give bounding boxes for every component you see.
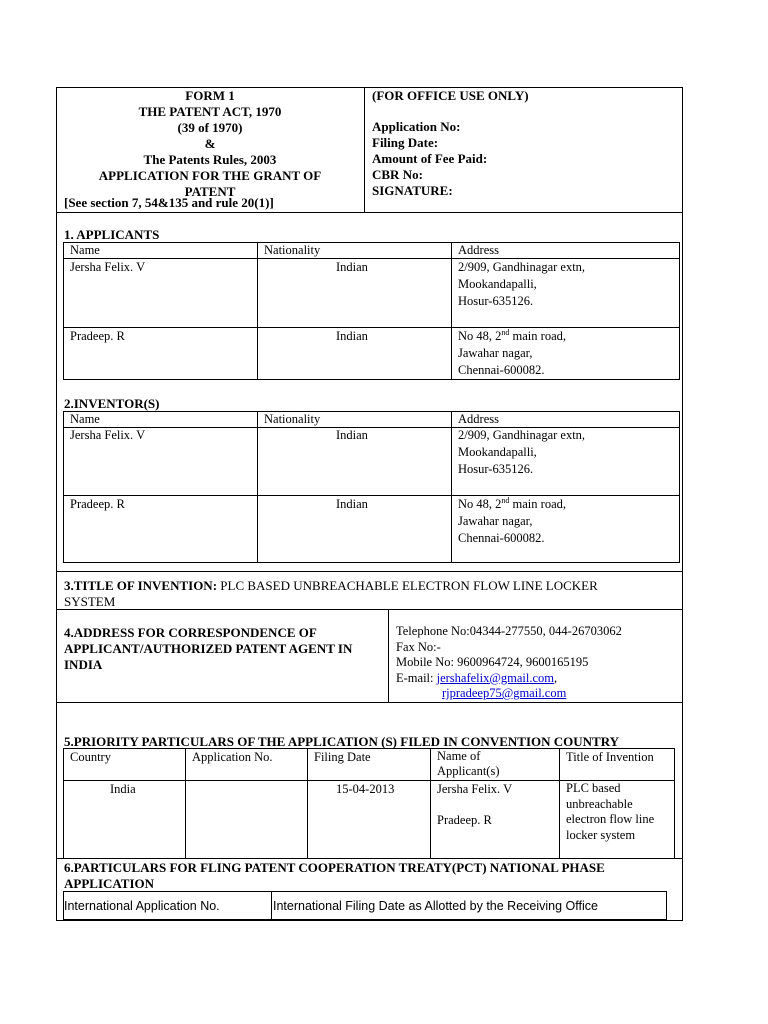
rules-title: The Patents Rules, 2003 [143,152,277,167]
email-line-2 [396,686,681,702]
section-reference: [See section 7, 54&135 and rule 20(1)] [64,195,274,210]
signature-label: SIGNATURE: [372,183,453,198]
pct-column-filing-date: International Filing Date as Allotted by the Receiving Office [273,899,598,913]
applicants-header-rule [63,258,680,259]
inventors-col-rule-2 [451,411,452,563]
priority-col-rule-3 [430,748,431,859]
priority-title: PLC based unbreachable electron flow line locker system [566,781,655,842]
priority-col-rule-1 [185,748,186,859]
column-header-title: Title of Invention [566,750,654,764]
column-header-address: Address [458,412,499,426]
inventor-1-address [458,427,585,478]
email-line: E-mail: jershafelix@gmail.com, [396,670,558,685]
title-of-invention-label: 3.TITLE OF INVENTION: [64,578,218,593]
inventors-row-rule [63,495,680,496]
fee-paid-label: Amount of Fee Paid: [372,151,488,166]
act-title: THE PATENT ACT, 1970 [138,104,282,119]
pct-heading: 6.PARTICULARS FOR FLING PATENT COOPERATION TREATY(PCT) NATIONAL PHASE APPLICATION [64,860,605,891]
ampersand: & [204,136,216,151]
address-line: Chennai-600082. [458,363,545,377]
office-use-block [372,88,672,199]
application-line2: PATENT [184,184,236,199]
section4-top-rule [56,609,683,610]
section5-top-rule [56,702,683,703]
email-link-1[interactable]: jershafelix@gmail.com [436,670,555,685]
section4-divider [388,609,389,702]
priority-col-rule-4 [559,748,560,859]
title-of-invention [64,578,676,610]
address-line: Hosur-635126. [458,462,534,476]
applicant-2-nationality: Indian [336,329,368,343]
address-line: Mookandapalli, [458,277,537,291]
priority-col-rule-2 [307,748,308,859]
pct-col-rule [271,891,272,920]
column-header-name: Name [70,243,100,257]
priority-applicant-2: Pradeep. R [437,813,492,827]
column-header-application-no: Application No. [192,750,273,764]
title-of-invention-value-2: SYSTEM [64,594,116,609]
title-of-invention-value: PLC BASED UNBREACHABLE ELECTRON FLOW LINE LOCKER [217,578,598,593]
inventor-1-name: Jersha Felix. V [70,428,146,442]
applicant-1-address [458,259,585,310]
address-line: 2/909, Gandhinagar extn, [458,428,586,442]
filing-date-label: Filing Date: [372,135,439,150]
applicants-table [63,242,680,380]
column-header-name: Name [70,412,100,426]
act-number: (39 of 1970) [177,120,243,135]
inventor-2-name: Pradeep. R [70,497,125,511]
column-header-applicants: Name of Applicant(s) [437,749,500,778]
applicants-row-rule [63,327,680,328]
applicant-1-nationality: Indian [336,260,368,274]
column-header-country: Country [70,750,111,764]
column-header-address: Address [458,243,499,257]
mobile: Mobile No: 9600964724, 9600165195 [396,655,589,669]
priority-applicant-1: Jersha Felix. V [437,782,513,796]
column-header-nationality: Nationality [264,243,321,257]
inventors-heading: 2.INVENTOR(S) [64,396,160,411]
address-line: Jawahar nagar, [458,514,533,528]
office-use-title: (FOR OFFICE USE ONLY) [372,88,529,103]
header-divider [364,87,365,212]
applicants-col-rule-2 [451,242,452,380]
address-line: Chennai-600082. [458,531,545,545]
column-header-filing-date: Filing Date [314,750,371,764]
column-header-nationality: Nationality [264,412,321,426]
inventor-2-address [458,496,566,547]
address-line: No 48, 2nd main road, [458,495,566,511]
telephone: Telephone No:04344-277550, 044-26703062 [396,624,622,638]
applicants-col-rule-1 [257,242,258,380]
email-link-2[interactable]: rjpradeep75@gmail.com [442,686,567,700]
inventors-table [63,411,680,563]
inventor-2-nationality: Indian [336,497,368,511]
address-line: 2/909, Gandhinagar extn, [458,260,586,274]
fax: Fax No:- [396,639,441,654]
address-line: Mookandapalli, [458,445,537,459]
applicant-2-address [458,328,566,379]
cbr-no-label: CBR No: [372,167,423,182]
form-title: FORM 1 [185,88,235,103]
applicant-2-name: Pradeep. R [70,329,125,343]
inventor-1-nationality: Indian [336,428,368,442]
priority-heading: 5.PRIORITY PARTICULARS OF THE APPLICATION (S) FILED IN CONVENTION COUNTRY [64,734,620,749]
applicants-heading: 1. APPLICANTS [64,227,160,242]
address-line: Hosur-635126. [458,294,534,308]
application-no-label: Application No: [372,119,461,134]
priority-country: India [110,782,136,796]
address-line: No 48, 2nd main road, [458,327,566,343]
section3-top-rule [56,571,683,572]
priority-filing-date: 15-04-2013 [336,782,395,796]
pct-column-application-no: International Application No. [64,899,220,913]
address-line: Jawahar nagar, [458,346,533,360]
applicant-1-name: Jersha Felix. V [70,260,146,274]
inventors-header-rule [63,427,680,428]
section6-top-rule [56,858,683,859]
correspondence-label: 4.ADDRESS FOR CORRESPONDENCE OF APPLICANT/AUTHORIZED PATENT AGENT IN INDIA [64,625,353,672]
inventors-col-rule-1 [257,411,258,563]
application-line1: APPLICATION FOR THE GRANT OF [98,168,322,183]
correspondence-details [396,624,681,702]
header-bottom-rule [56,212,683,213]
form-header [58,88,362,200]
